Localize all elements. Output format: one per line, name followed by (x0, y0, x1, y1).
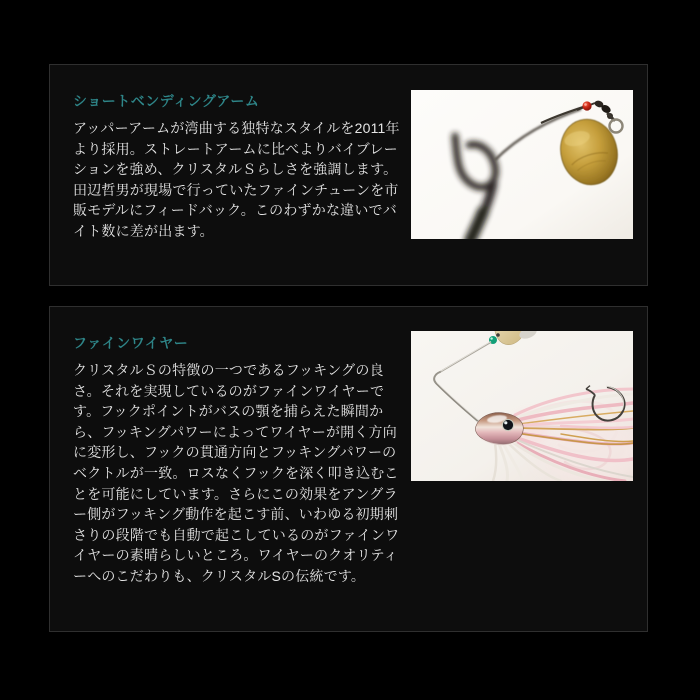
section-card-short-bending-arm (49, 64, 648, 286)
body-line: クリスタルＳの特徴の一つであるフッキングの良 (73, 362, 384, 378)
section-body (73, 360, 399, 587)
body-line: ら、フッキングパワーによってワイヤーが開く方向 (73, 423, 397, 440)
body-line: アッパーアームが湾曲する独特なスタイルを2011年 (73, 120, 400, 136)
product-photo-head-wire (411, 331, 633, 481)
section-body (73, 118, 400, 242)
body-line: す。フックポイントがバスの顎を捕らえた瞬間か (73, 403, 384, 420)
upper-arm-illustration (411, 90, 633, 239)
body-line: 販モデルにフィードバック。このわずかな違いでバ (73, 202, 397, 219)
body-line: に変形し、フックの貫通方向とフッキングパワーの (73, 444, 397, 461)
section-heading: ショートベンディングアーム (73, 93, 260, 109)
body-line: イト数に差が出ます。 (73, 222, 214, 239)
body-line: ーへのこだわりも、クリスタルSの伝統です。 (73, 567, 366, 584)
body-line: イヤーの素晴らしいところ。ワイヤーのクオリティ (73, 547, 398, 564)
product-photo-upper-arm (411, 90, 633, 239)
body-line: とを可能にしています。さらにこの効果をアングラ (73, 485, 398, 502)
lure-head (475, 413, 523, 445)
section-text-block (73, 334, 399, 587)
body-line: ー側がフッキング動作を起こす前、いわゆる初期刺 (73, 506, 399, 523)
body-line: より採用。ストレートアームに比べよりバイブレー (73, 140, 398, 157)
body-line: さ。それを実現しているのがファインワイヤーで (73, 382, 385, 399)
body-line: ションを強め、クリスタルＳらしさを強調します。 (73, 161, 398, 178)
body-line: 田辺哲男が現場で行っていたファインチューンを市 (73, 181, 399, 198)
body-line: さりの段階でも自動で起こしているのがファインワ (73, 526, 400, 543)
body-line: ベクトルが一致。ロスなくフックを深く叩き込むこ (73, 464, 399, 481)
fine-wire-illustration (411, 331, 633, 481)
section-heading: ファインワイヤー (73, 335, 189, 351)
section-card-fine-wire (49, 306, 648, 632)
section-text-block (73, 92, 400, 242)
